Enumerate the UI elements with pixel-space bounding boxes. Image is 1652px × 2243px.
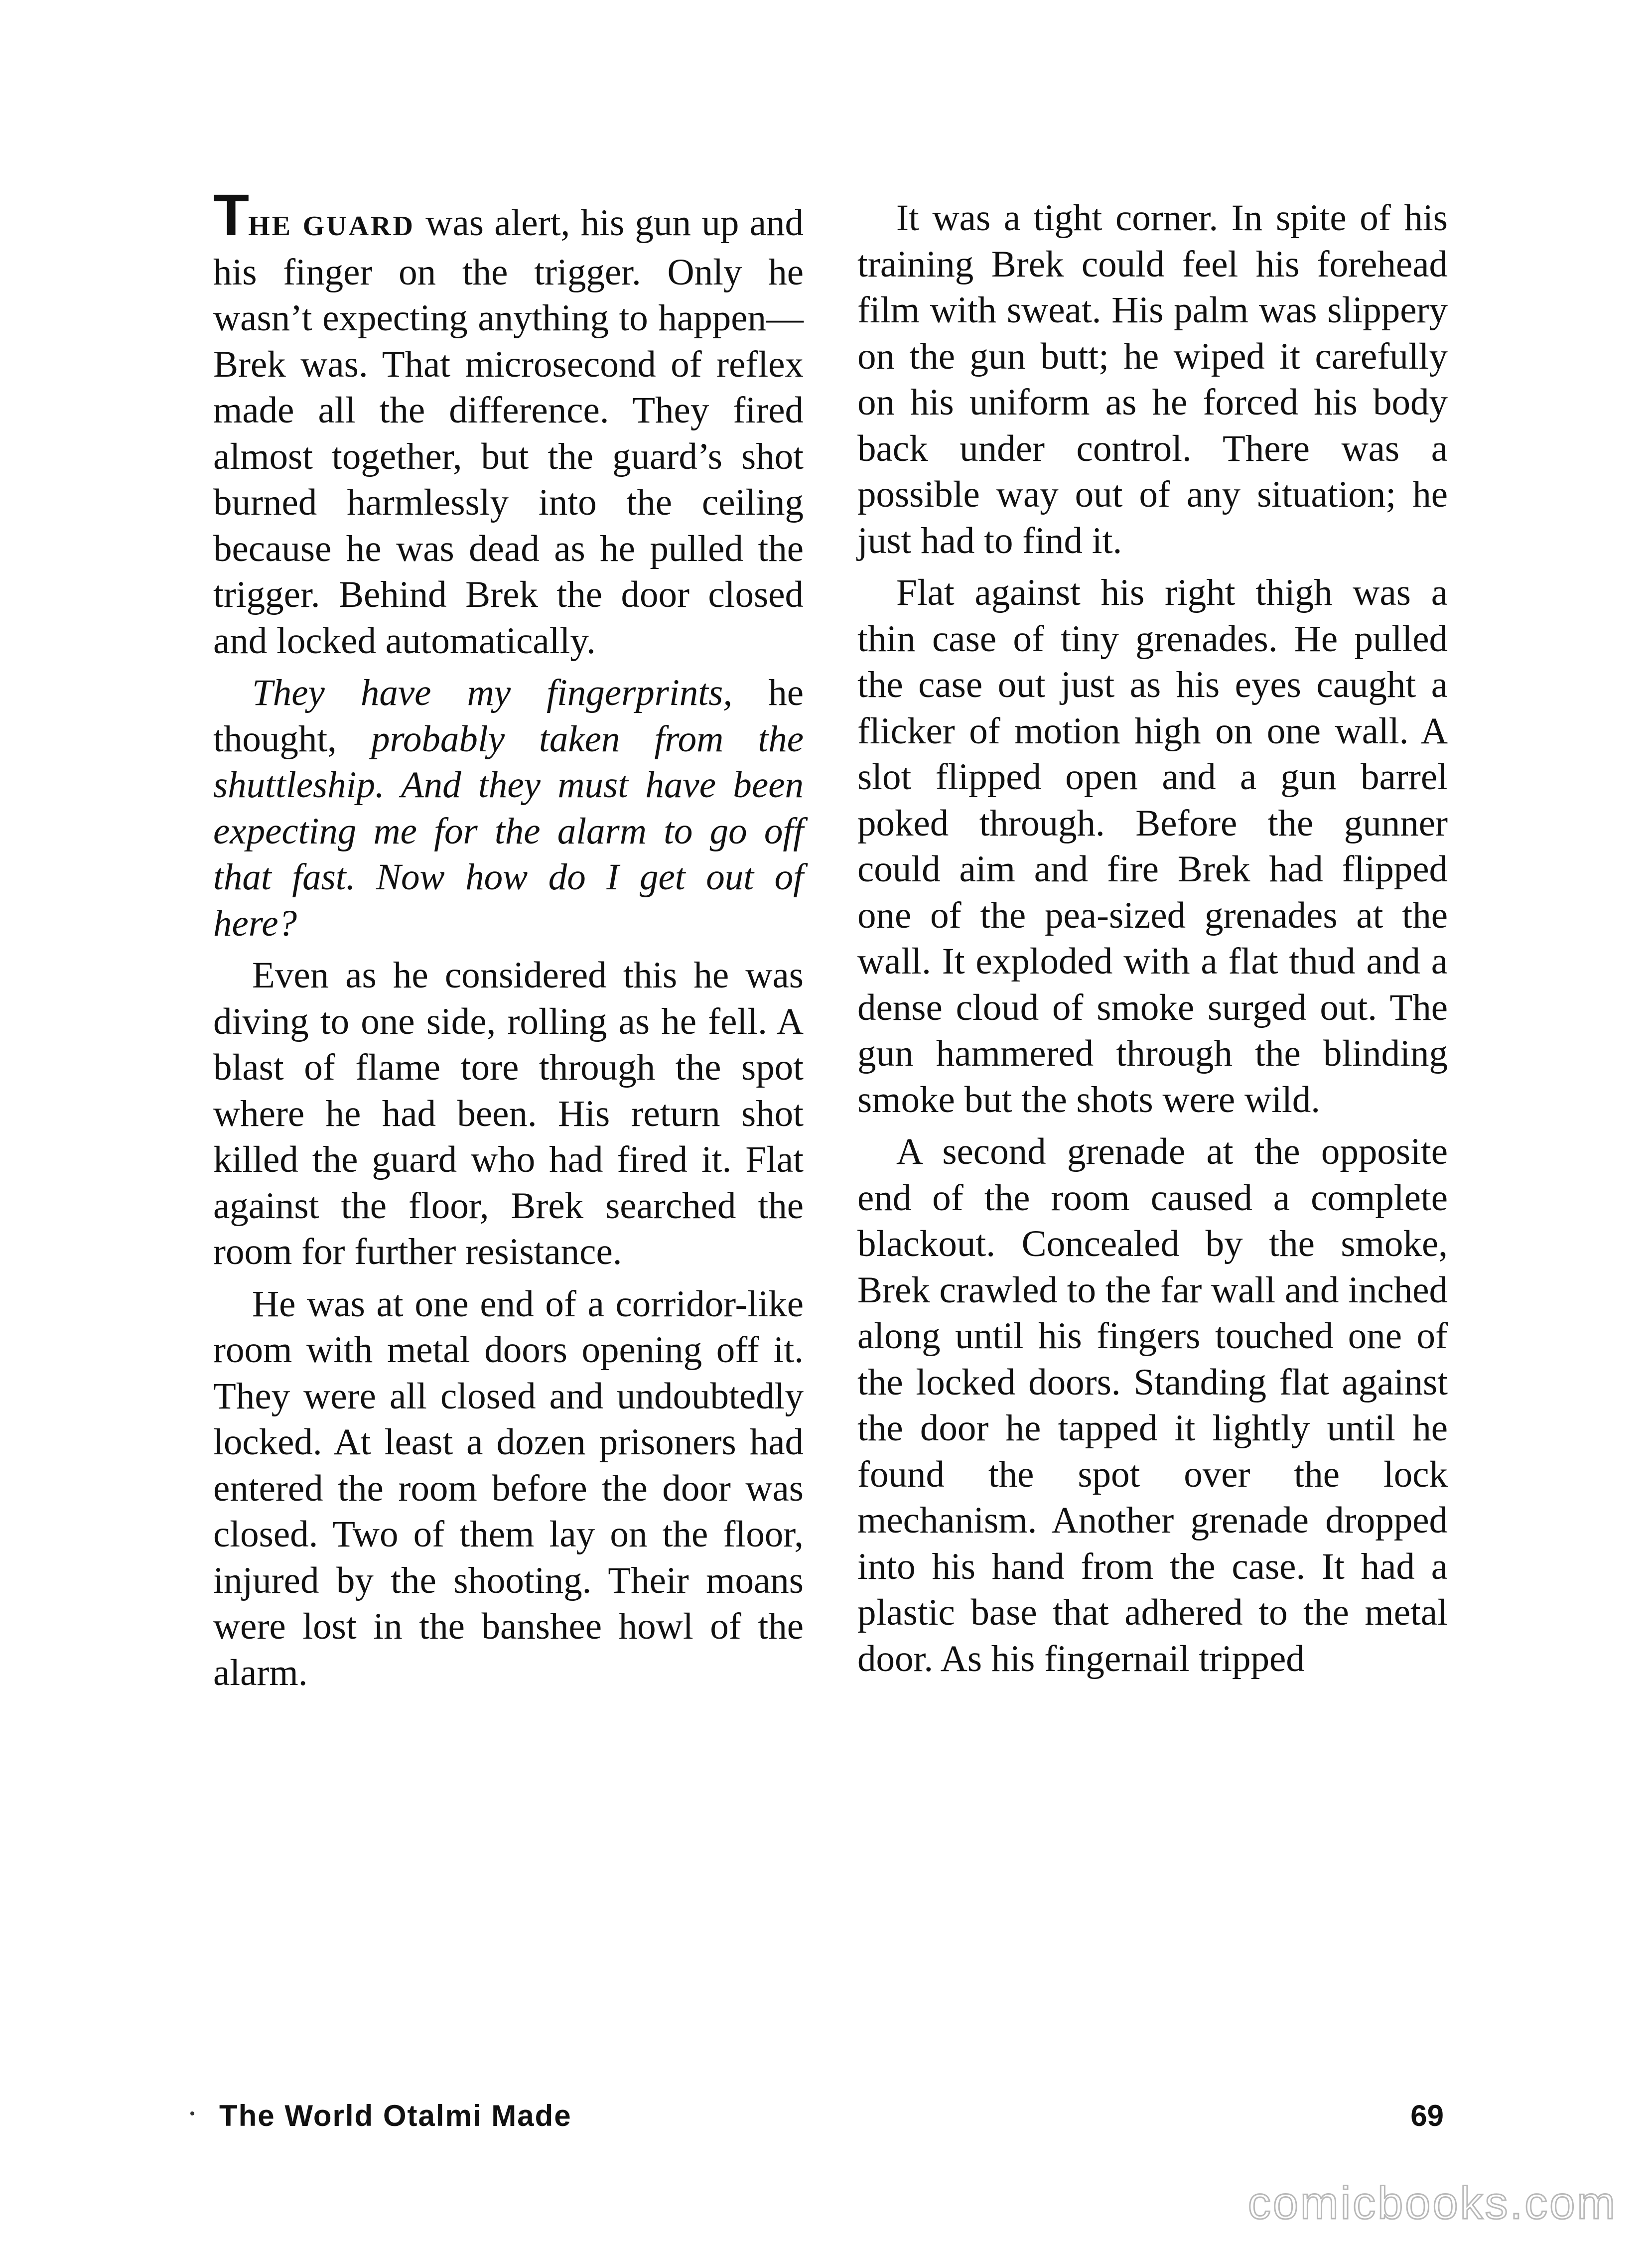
left-text-column (213, 182, 804, 1702)
italic-thought-text: probably taken from the shuttleship. And they must have been expecting me for the alarm to go off that fast. Now how do I get out of here? (213, 718, 804, 944)
footer-bullet (190, 2111, 194, 2115)
italic-thought-text: They have my fingerprints, (252, 672, 733, 713)
paragraph (213, 182, 804, 664)
paragraph: Flat against his right thigh was a thin case of tiny grenades. He pulled the case out just as his eyes caught a flicker of motion high on one wall. A slot flipped open and a gun barrel poked through. Before the gunner could aim and fire Brek had flipped one of the pea-sized grenades at the wall. It exploded with a flat thud and a dense cloud of smoke surged out. The gun hammered through the blinding smoke but the shots were wild. (857, 572, 1448, 1121)
paragraph-text: he thought, (213, 672, 804, 760)
paragraph: He was at one end of a corridor-like room with metal doors opening off it. They were all closed and undoubtedly locked. At least a dozen prisoners had entered the room before the door was closed. Two of them lay on the floor, injured by the shooting. Their moans were lost in the banshee howl of the alarm. (213, 1283, 804, 1693)
paragraph: It was a tight corner. In spite of his training Brek could feel his forehead film with sweat. His palm was slippery on the gun butt; he wiped it carefully on his uniform as he forced his body back under control. There was a possible way out of any situation; he just had to find it. (857, 197, 1448, 561)
page-number: 69 (1410, 2099, 1444, 2132)
paragraph: Even as he considered this he was diving to one side, rolling as he fell. A blast of flame tore through the spot where he had been. His return shot killed the guard who had fired it. Flat against the floor, Brek searched the room for further resistance. (213, 955, 804, 1272)
right-text-column (857, 195, 1448, 1688)
paragraph (213, 670, 804, 947)
running-footer-title: The World Otalmi Made (219, 2099, 572, 2132)
paragraph: A second grenade at the opposite end of the room caused a complete blackout. Concealed by the smoke, Brek crawled to the far wall and inched along until his fingers touched one of the locked doors. Standing flat against the door he tapped it lightly until he found the spot over the lock mechanism. Another grenade dropped into his hand from the case. It had a plastic base that adhered to the metal door. As his fingernail tripped (857, 1131, 1448, 1680)
drop-cap: T (213, 182, 249, 248)
small-caps-lead-in: HE GUARD (248, 211, 415, 242)
paragraph-text: was alert, his gun up and his finger on the trigger. Only he wasn’t expecting anything to happen— Brek was. That microsecond of reflex made all the difference. They fired almost together, but the guard’s shot burned harmlessly into the ceiling because he was dead as he pulled the trigger. Behind Brek the door closed and locked automatically. (213, 202, 804, 662)
watermark: comicbooks.com (1247, 2178, 1617, 2229)
